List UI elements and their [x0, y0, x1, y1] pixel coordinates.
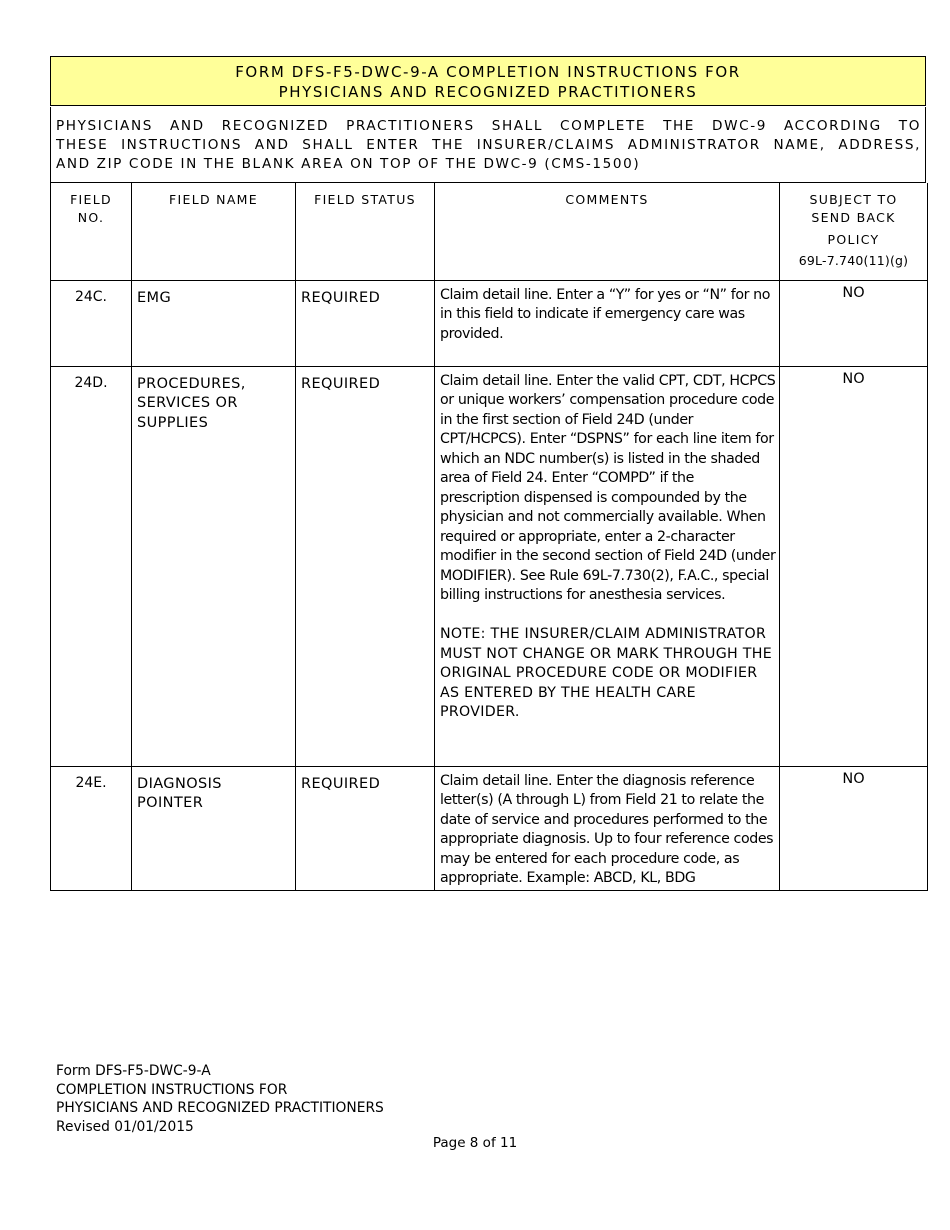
comment-note: NOTE: THE INSURER/CLAIM ADMINISTRATOR MUST NOT CHANGE OR MARK THROUGH THE ORIGINAL PROCEDURE CODE OR MODIFIER AS ENTERED BY THE HEALTH CARE PROVIDER.: [440, 626, 772, 720]
header-field-name-label: FIELD NAME: [169, 192, 258, 207]
comment-text: Claim detail line. Enter the valid CPT, CDT, HCPCS or unique workers’ compensation procedure code in the first section of Field 24D (under CPT/HCPCS). Enter “DSPNS” for each line item for which an NDC number(s) is listed in the shaded area of Field 24. Enter “COMPD” if the prescription dispensed is compounded by the physician and not commercially available. When required or appropriate, enter a 2-character modifier in the second section of Field 24D (under MODIFIER). See Rule 69L-7.730(2), F.A.C., special billing instructions for anesthesia services.: [440, 372, 776, 603]
comments-cell: [435, 280, 780, 366]
form-title-line-1: FORM DFS-F5-DWC-9-A COMPLETION INSTRUCTIONS FOR: [235, 63, 741, 81]
comments-cell: [435, 366, 780, 766]
footer-title-line-2: PHYSICIANS AND RECOGNIZED PRACTITIONERS: [56, 1100, 384, 1116]
field-name-cell: EMG: [132, 280, 296, 366]
field-no-cell: 24D.: [51, 366, 132, 766]
comments-cell: [435, 766, 780, 890]
intro-line-3: AND ZIP CODE IN THE BLANK AREA ON TOP OF THE DWC-9 (CMS-1500): [56, 156, 641, 172]
intro-instructions: [50, 107, 926, 183]
comment-text: Claim detail line. Enter the diagnosis reference letter(s) (A through L) from Field 21 to relate the date of service and procedures performed to the appropriate diagnosis. Up to four reference codes may be entered for each procedure code, as appropriate. Example: ABCD, KL, BDG: [440, 772, 774, 886]
header-policy: [780, 183, 928, 280]
header-field-status: [296, 183, 435, 280]
field-name-cell: DIAGNOSIS POINTER: [132, 766, 296, 890]
field-name-cell: PROCEDURES, SERVICES OR SUPPLIES: [132, 366, 296, 766]
table-row: [51, 366, 928, 766]
field-status-cell: REQUIRED: [296, 366, 435, 766]
policy-cell: NO: [780, 280, 928, 366]
document-footer: [56, 1062, 384, 1136]
policy-cell: NO: [780, 766, 928, 890]
form-title-line-2: PHYSICIANS AND RECOGNIZED PRACTITIONERS: [278, 83, 698, 101]
comment-text: Claim detail line. Enter a “Y” for yes or “N” for no in this field to indicate if emergency care was provided.: [440, 286, 771, 342]
field-no-cell: 24E.: [51, 766, 132, 890]
header-policy-line-2: SEND BACK: [811, 210, 896, 225]
table-row: [51, 766, 928, 890]
intro-line-1: PHYSICIANS AND RECOGNIZED PRACTITIONERS SHALL COMPLETE THE DWC-9 ACCORDING TO: [56, 118, 921, 134]
header-field-no-line-2: NO.: [77, 210, 105, 225]
header-field-no-line-1: FIELD: [70, 192, 112, 207]
field-no-cell: 24C.: [51, 280, 132, 366]
header-field-name: [132, 183, 296, 280]
header-field-no: [51, 183, 132, 280]
header-policy-line-1: SUBJECT TO: [809, 192, 898, 207]
footer-form-number: Form DFS-F5-DWC-9-A: [56, 1063, 211, 1079]
policy-cell: NO: [780, 366, 928, 766]
form-title: [50, 56, 926, 106]
intro-line-2: THESE INSTRUCTIONS AND SHALL ENTER THE INSURER/CLAIMS ADMINISTRATOR NAME, ADDRESS,: [56, 137, 921, 153]
footer-revised-date: Revised 01/01/2015: [56, 1118, 194, 1135]
field-status-cell: REQUIRED: [296, 280, 435, 366]
table-row: [51, 280, 928, 366]
header-policy-rule: 69L-7.740(11)(g): [798, 253, 909, 268]
field-status-cell: REQUIRED: [296, 766, 435, 890]
instructions-table: [50, 183, 928, 891]
page-number: Page 8 of 11: [432, 1135, 518, 1151]
header-comments: [435, 183, 780, 280]
footer-title-line-1: COMPLETION INSTRUCTIONS FOR: [56, 1081, 288, 1098]
header-field-status-label: FIELD STATUS: [314, 192, 416, 207]
table-header-row: [51, 183, 928, 280]
header-policy-line-3: POLICY: [827, 232, 880, 247]
header-comments-label: COMMENTS: [565, 192, 649, 207]
